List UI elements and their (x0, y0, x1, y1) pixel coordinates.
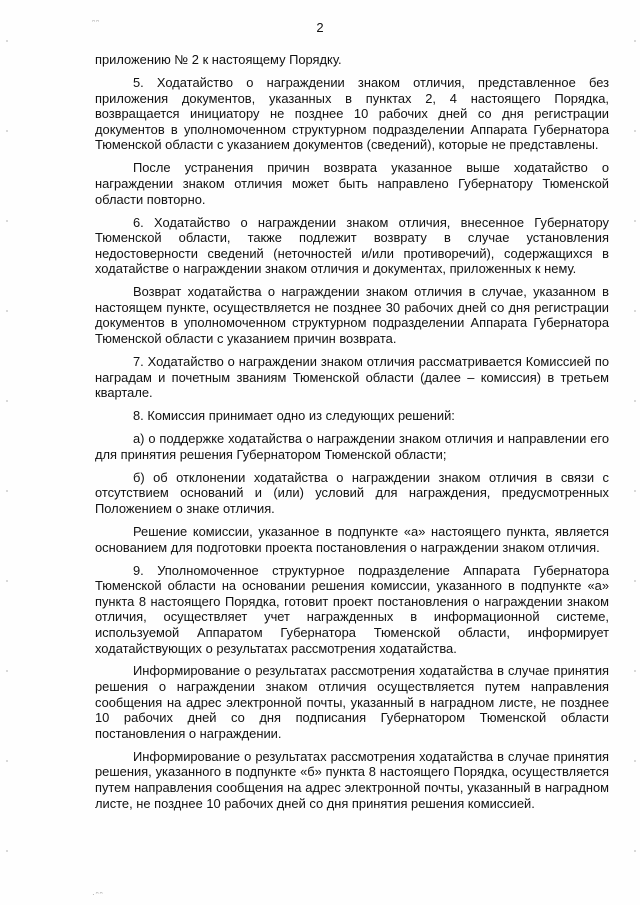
page-number: 2 (316, 20, 324, 35)
scan-edge-right (634, 0, 636, 905)
scan-edge-left (6, 0, 8, 905)
paragraph-notification-approval: Информирование о результатах рассмотрения ходатайства в случае принятия решения о награждении знаком отличия осуществляется путем направления сообщения на адрес электронной почты, указанный в наградном листе, не позднее 10 рабочих дней со дня подписания Губернатором Тюменской области постановления о награждении. (95, 663, 609, 741)
document-body (95, 52, 609, 819)
paragraph-notification-rejection: Информирование о результатах рассмотрения ходатайства в случае принятия решения, указанного в подпункте «б» пункта 8 настоящего Порядка, осуществляется путем направления сообщения на адрес электронной почты, указанный в наградном листе, не позднее 10 рабочих дней со дня принятия решения комиссией. (95, 748, 609, 811)
paragraph-decision-basis: Решение комиссии, указанное в подпункте «а» настоящего пункта, является основанием для подготовки проекта постановления о награждении знаком отличия. (95, 523, 609, 555)
paragraph-subitem-b: б) об отклонении ходатайства о награждении знаком отличия в связи с отсутствием оснований и (или) условий для награждения, предусмотренных Положением о знаке отличия. (95, 469, 609, 516)
paragraph-item-5: 5. Ходатайство о награждении знаком отличия, представленное без приложения документов, указанных в пунктах 2, 4 настоящего Порядка, возвращается инициатору не позднее 10 рабочих дней со дня регистрации документов в уполномоченном структурном подразделении Аппарата Губернатора Тюменской области с указанием документов (сведений), которые не представлены. (95, 74, 609, 153)
paragraph-subitem-a: а) о поддержке ходатайства о награждении знаком отличия и направлении его для принятия решения Губернатором Тюменской области; (95, 431, 609, 462)
paragraph-item-6: 6. Ходатайство о награждении знаком отличия, внесенное Губернатору Тюменской области, также подлежит возврату в случае установления недостоверности сведений (неточностей и/или противоречий), содержащихся в ходатайстве о награждении знаком отличия и документах, приложенных к нему. (95, 214, 609, 277)
paragraph-return-deadline: Возврат ходатайства о награждении знаком отличия в случае, указанном в настоящем пункте, осуществляется не позднее 30 рабочих дней со дня регистрации документов в уполномоченном структурном подразделении Аппарата Губернатора Тюменской области с указанием причин возврата. (95, 284, 609, 347)
paragraph-item-9: 9. Уполномоченное структурное подразделение Аппарата Губернатора Тюменской области на основании решения комиссии, указанного в подпункте «а» пункта 8 настоящего Порядка, готовит проект постановления о награждении знаком отличия, осуществляет учет награжденных в информационной системе, используемой Аппаратом Губернатора Тюменской области, информирует ходатайствующих о результатах рассмотрения ходатайства. (95, 562, 609, 656)
paragraph-item-8: 8. Комиссия принимает одно из следующих решений: (133, 408, 455, 424)
paragraph-item-7: 7. Ходатайство о награждении знаком отличия рассматривается Комиссией по наградам и почетным званиям Тюменской области (далее – комиссия) в третьем квартале. (95, 354, 609, 401)
scan-mark-bottom: ·ᵔᵔ (92, 890, 104, 899)
paragraph-continuation: приложению № 2 к настоящему Порядку. (95, 52, 342, 67)
scan-mark-top: ᵔᵔ (92, 18, 101, 27)
paragraph-resubmission: После устранения причин возврата указанное выше ходатайство о награждении знаком отличия может быть направлено Губернатору Тюменской области повторно. (95, 160, 609, 207)
